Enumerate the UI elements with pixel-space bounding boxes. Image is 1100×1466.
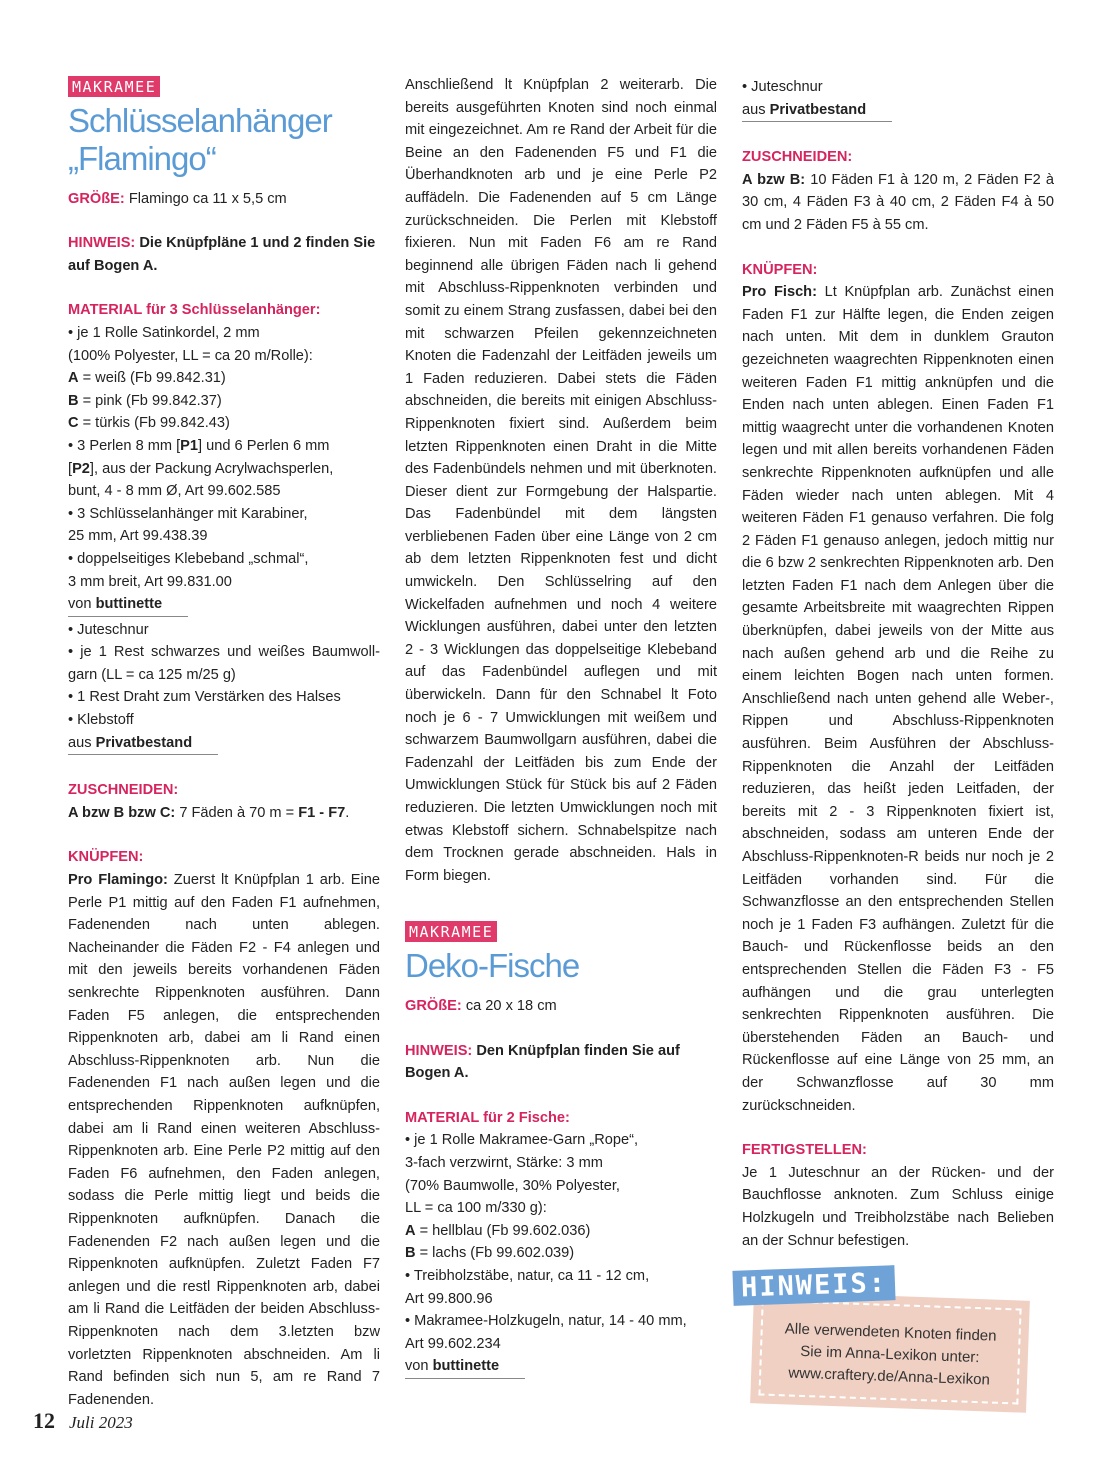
cut-heading: ZUSCHNEIDEN: <box>742 149 853 166</box>
cut-line: A bzw B bzw C: 7 Fäden à 70 m = F1 - F7. <box>68 804 350 821</box>
material-heading: MATERIAL für 3 Schlüsselanhänger: <box>68 302 321 319</box>
page-footer <box>33 1408 133 1434</box>
material-item: bunt, 4 - 8 mm Ø, Art 99.602.585 <box>68 483 281 500</box>
knot-heading: KNÜPFEN: <box>742 261 818 278</box>
section-tag-makramee-2: MAKRAMEE <box>405 921 497 942</box>
material-list <box>405 1129 717 1355</box>
article-title-deko-fische: Deko-Fische <box>405 946 580 984</box>
material-item: 3-fach verzwirnt, Stärke: 3 mm <box>405 1154 603 1171</box>
material-item: • je 1 Rolle Makramee-Garn „Rope“, <box>405 1132 639 1149</box>
material-item: • je 1 Rest schwarzes und weißes Baumwoll-garn (LL = ca 125 m/25 g) <box>68 644 380 683</box>
material-item: (70% Baumwolle, 30% Polyester, <box>405 1177 620 1194</box>
material-item: • 1 Rest Draht zum Verstärken des Halses <box>68 689 341 706</box>
material-item: [P2], aus der Packung Acrylwachsperlen, <box>68 460 334 477</box>
hint-text: Die Knüpfpläne 1 und 2 finden Sie auf Bogen A. <box>68 235 376 274</box>
column-2 <box>405 74 717 1381</box>
knot-instructions: Pro Flamingo: Zuerst lt Knüpfplan 1 arb. Eine Perle P1 mittig auf den Faden F1 aufnehmen, Fadenenden nach unten ablegen. Nacheinander die Fäden F2 - F4 anlegen und mit den jeweils bereits vorhandenen Fäden senkrechte Rippenknoten ausführen. Dann Faden F5 anlegen, die entsprechenden Rippenknoten arb, dabei am li Rand einen Abschluss-Rippenknoten arb. Nun die Fadenenden F1 nach außen legen und die entsprechenden Rippenknoten aufknüpfen, dabei am li Rand einen weiteren Abschluss-Rippenknoten arb. Eine Perle P2 mittig auf den Faden F6 aufnehmen, den Faden anlegen, sodass die Perle mittig liegt und beids die Rippenknoten aufknüpfen. Danach die Fadenenden F2 nach außen legen und die Rippenknoten aufknüpfen. Zuletzt Faden F7 anlegen und die restl Rippenknoten arb, dabei am li Rand die Leitfäden der beiden Abschluss-Rippenknoten nach dem 3.letzten bzw vorletzten Rippenknoten abschneiden. Am li Rand befinden sich nun 5, am re Rand 7 Fadenenden. <box>68 872 380 1408</box>
hinweis-label: HINWEIS: <box>732 1265 895 1306</box>
knot-heading: KNÜPFEN: <box>68 849 144 866</box>
page-number: 12 <box>33 1408 55 1433</box>
material-item: B = pink (Fb 99.842.37) <box>68 392 222 409</box>
finish-heading: FERTIGSTELLEN: <box>742 1142 867 1159</box>
material-item: B = lachs (Fb 99.602.039) <box>405 1245 575 1262</box>
column-3 <box>742 76 1054 1252</box>
material-heading: MATERIAL für 2 Fische: <box>405 1109 570 1126</box>
size-value: Flamingo ca 11 x 5,5 cm <box>124 190 287 207</box>
hinweis-link[interactable]: www.craftery.de/Anna-Lexikon <box>788 1364 991 1389</box>
material-item: • 3 Schlüsselanhänger mit Karabiner, <box>68 505 308 522</box>
title-line-2: „Flamingo“ <box>68 139 216 177</box>
material-item: LL = ca 100 m/330 g): <box>405 1200 547 1217</box>
material-list <box>68 322 380 593</box>
size-label: GRÖßE: <box>68 190 125 207</box>
size-line: GRÖßE: ca 20 x 18 cm <box>405 997 557 1014</box>
cut-heading: ZUSCHNEIDEN: <box>68 782 179 799</box>
material-item: • Treibholzstäbe, natur, ca 11 - 12 cm, <box>405 1267 650 1284</box>
source-privatbestand: aus Privatbestand <box>68 732 218 756</box>
knot-instructions-continued: Anschließend lt Knüpfplan 2 weiterarb. Die bereits ausgeführten Knoten sind noch einmal mit eingezeichnet. Am re Rand der Arbeit für die Beine an den Fadenenden F5 und F1 die Überhandknoten arb und je eine Perle P2 auffädeln. Die Fadenenden auf 5 cm Länge zurückschneiden. Die Perlen mit Klebstoff fixieren. Nun mit Faden F6 am re Rand beginnend alle übrigen Fäden nach li gehend mit Abschluss-Rippenknoten verbinden und somit zu einem Strang zusfassen, dabei bei den mit schwarzen Pfeilen gekennzeichneten Knoten die Fadenzahl der Leitfäden jeweils um 1 Faden reduzieren. Dabei stets die Fäden abschneiden, die bereits mit einigen Abschluss-Rippenknoten fixiert sind. Außerdem beim letzten Rippenknoten einen Draht in die Mitte des Fadenbündels nehmen und mit überknoten. Dieser dient zur Formgebung der Halspartie. Das Fadenbündel mit dem längsten verbliebenen Faden über eine Länge von 2 cm ab dem letzten Rippenknoten fest und dicht umwickeln. Den Schlüsselring auf den Wickelfaden aufnehmen und noch 4 weitere Wicklungen ausführen, dabei unter den letzten 2 - 3 Wicklungen das doppelseitige Klebeband auf das Fadenbündel auflegen und mit überwickeln. Dann für den Schnabel lt Foto noch je 6 - 7 Umwicklungen mit weißem und schwarzem Baumwollgarn ausführen, dabei die Fadenzahl der Leitfäden bis zum Ende der Umwicklungen Stück für Stück bis auf 2 Fäden reduzieren. Die letzten Umwicklungen noch mit etwas Klebstoff sichern. Schnabelspitze nach dem Trocknen gerade abschneiden. Hals in Form biegen. <box>405 77 717 884</box>
title-line-1: Schlüsselanhänger <box>68 101 332 139</box>
hinweis-line: Alle verwendeten Knoten finden <box>784 1320 997 1345</box>
source-buttinette: von buttinette <box>405 1355 525 1379</box>
hint-line <box>68 232 380 277</box>
material-item: • Juteschnur <box>742 79 823 95</box>
material-item: A = hellblau (Fb 99.602.036) <box>405 1222 591 1239</box>
size-line <box>68 188 380 211</box>
material-item: 25 mm, Art 99.438.39 <box>68 528 208 545</box>
article-title-flamingo <box>68 102 380 178</box>
material-item: C = türkis (Fb 99.842.43) <box>68 415 230 432</box>
material-item: 3 mm breit, Art 99.831.00 <box>68 573 232 590</box>
material-item: • Makramee-Holzkugeln, natur, 14 - 40 mm, <box>405 1313 687 1330</box>
material-item: Art 99.800.96 <box>405 1290 493 1307</box>
material-item: • 3 Perlen 8 mm [P1] und 6 Perlen 6 mm <box>68 437 330 454</box>
source-privatbestand: aus Privatbestand <box>742 99 892 123</box>
hinweis-line: Sie im Anna-Lexikon unter: <box>800 1342 980 1367</box>
material-item: • doppelseitiges Klebeband „schmal“, <box>68 550 309 567</box>
finish-text: Je 1 Juteschnur an der Rücken- und der Bauchflosse anknoten. Zum Schluss einige Holzkugeln und Treibholzstäbe nach Belieben an der Schnur befestigen. <box>742 1164 1054 1249</box>
material-item: (100% Polyester, LL = ca 20 m/Rolle): <box>68 347 313 364</box>
knot-instructions: Pro Fisch: Lt Knüpfplan arb. Zunächst einen Faden F1 zur Hälfte legen, die Enden zeigen nach unten. Mit dem in dunklem Grauton gezeichneten waagrechten Rippenknoten einen weiteren Faden F1 mittig anknüpfen und die Enden nach unten ablegen. Einen Faden F1 mittig waagrecht unter die vorhandenen Knoten legen und mit allen bereits vorhandenen Fäden senkrechte Rippenknoten aufknüpfen und alle Fäden wieder nach unten ablegen. Mit 4 weiteren Fäden F1 genauso verfahren. Die folg 2 Fäden F1 genauso anlegen, jedoch mittig nur die 6 bzw 2 senkrechten Rippenknoten arb. Den letzten Faden F1 nach dem Anlegen über die gesamte Arbeitsbreite mit waagrechten Rippen überknüpfen, dabei jeweils von der Mitte aus nach außen gehend arb und die Reihe zu einem leichten Bogen nach unten formen. Anschließend nach unten gehend alle Weber-, Rippen und Abschluss-Rippenknoten ausführen. Beim Ausführen der Abschluss-Rippenknoten die Anzahl der Leitfäden reduzieren, das heißt jeden Leitfaden, der bereits mit 2 - 3 Rippenknoten fixiert ist, abschneiden, sodass am unteren Ende der Abschluss-Rippenknoten-R beids nur noch je 2 Leitfäden vorhanden sind. Für die Schwanzflosse an den entsprechenden Stellen noch je 1 Faden F3 aufhängen. Zuletzt für die Bauch- und Rückenflosse beids an den entsprechenden Stellen die Fäden F3 - F5 aufhängen und die grau unterlegten senkrechten Rippenknoten ausführen. Die überstehenden Fäden an Bauch- und Rückenflosse auf eine Länge von 25 mm, an der Schwanzflosse auf 30 mm zurückschneiden. <box>742 284 1055 1114</box>
issue-date: Juli 2023 <box>69 1413 133 1432</box>
material-item: A = weiß (Fb 99.842.31) <box>68 370 226 387</box>
column-1 <box>68 76 380 1411</box>
material-item: Art 99.602.234 <box>405 1335 501 1352</box>
hinweis-box <box>750 1291 1030 1413</box>
material-item: • Juteschnur <box>68 621 149 638</box>
source-buttinette: von buttinette <box>68 593 188 617</box>
material-item: • Klebstoff <box>68 712 134 729</box>
hint-label: HINWEIS: <box>68 235 136 252</box>
hint-line: HINWEIS: Den Knüpfplan finden Sie auf Bogen A. <box>405 1042 680 1082</box>
cut-line: A bzw B: 10 Fäden F1 à 120 m, 2 Fäden F2 à 30 cm, 4 Fäden F3 à 40 cm, 2 Fäden F4 à 50 cm und 2 Fäden F5 à 55 cm. <box>742 171 1054 233</box>
section-tag-makramee: MAKRAMEE <box>68 76 160 97</box>
material-list-2 <box>68 619 380 732</box>
material-item: • je 1 Rolle Satinkordel, 2 mm <box>68 324 260 341</box>
